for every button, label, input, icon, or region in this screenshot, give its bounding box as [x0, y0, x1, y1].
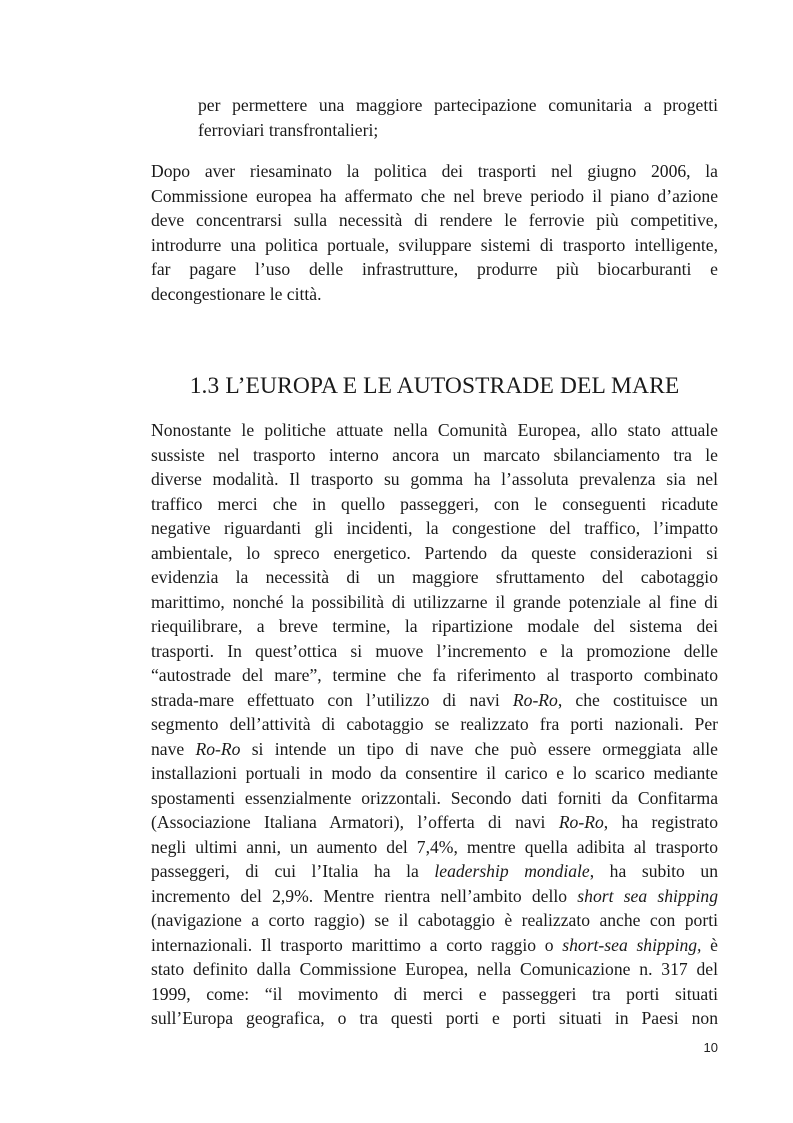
text-line: marittimo, nonché la possibilità di utilizzarne il grande potenziale al fine di [151, 591, 718, 612]
text-line: riequilibrare, a breve termine, la ripartizione modale del sistema dei [151, 616, 718, 636]
text-line: decongestionare le città. [151, 283, 322, 304]
text-line: Nonostante le politiche attuate nella Comunità Europea, allo stato attuale [151, 420, 718, 440]
text-segment: , che costituisce un [557, 689, 718, 710]
text-segment: , ha registrato [603, 812, 718, 832]
italic-term: leadership mondiale [434, 861, 590, 881]
text-line: introdurre una politica portuale, sviluppare sistemi di trasporto intelligente, [151, 234, 718, 255]
page-number: 10 [703, 1040, 718, 1055]
text-line: deve concentrarsi sulla necessità di rendere le ferrovie più competitive, [151, 210, 718, 230]
text-line: “autostrade del mare”, termine che fa riferimento al trasporto combinato [151, 665, 718, 685]
text-segment: incremento del 2,9%. Mentre rientra nell’ambito dello [151, 885, 578, 906]
italic-term: Ro-Ro [512, 689, 558, 710]
text-line: 1999, come: “il movimento di merci e passeggeri tra porti situati [151, 983, 718, 1004]
text-line [151, 737, 718, 762]
list-item-continuation [198, 93, 718, 142]
text-segment: è [701, 934, 718, 955]
text-line [151, 688, 718, 713]
text-segment: strada-mare effettuato con l’utilizzo di navi [151, 689, 513, 710]
section-heading: 1.3 L’EUROPA E LE AUTOSTRADE DEL MARE [189, 373, 680, 399]
text-line: traffico merci che in quello passeggeri, con le conseguenti ricadute [151, 493, 718, 514]
text-segment: si intende un tipo di nave che può essere ormeggiata alle [240, 738, 718, 759]
italic-term: short-sea shipping, [562, 934, 702, 955]
text-line: ferroviari transfrontalieri; [198, 119, 379, 140]
text-line: installazioni portuali in modo da consentire il carico e lo scarico mediante [151, 763, 718, 783]
text-line: evidenzia la necessità di un maggiore sfruttamento del cabotaggio [151, 567, 718, 587]
text-line: sull’Europa geografica, o tra questi porti e porti situati in Paesi non [151, 1008, 718, 1028]
italic-term: short sea shipping [577, 885, 718, 906]
text-line: stato definito dalla Commissione Europea, nella Comunicazione n. 317 del [151, 959, 718, 979]
text-line: diverse modalità. Il trasporto su gomma ha l’assoluta prevalenza sia nel [151, 469, 718, 489]
text-segment: (Associazione Italiana Armatori), l’offerta di navi [151, 812, 559, 832]
text-line: segmento dell’attività di cabotaggio se realizzato fra porti nazionali. Per [151, 714, 718, 734]
text-line: spostamenti essenzialmente orizzontali. Secondo dati forniti da Confitarma [151, 787, 718, 808]
text-line: negli ultimi anni, un aumento del 7,4%, mentre quella adibita al trasporto [151, 836, 718, 857]
text-segment: , ha subito un [589, 861, 719, 881]
paragraph-autostrade-del-mare [151, 418, 718, 1031]
paragraph-transport-policy [151, 159, 718, 306]
text-line: (navigazione a corto raggio) se il cabotaggio è realizzato anche con porti [151, 910, 718, 930]
text-line: ambientale, lo spreco energetico. Partendo da queste considerazioni si [151, 542, 718, 563]
text-line: trasporti. In quest’ottica si muove l’incremento e la promozione delle [151, 640, 718, 661]
text-segment: internazionali. Il trasporto marittimo a corto raggio o [151, 934, 563, 955]
text-line [151, 810, 718, 835]
text-line: far pagare l’uso delle infrastrutture, produrre più biocarburanti e [151, 259, 718, 279]
text-line: Commissione europea ha affermato che nel breve periodo il piano d’azione [151, 185, 718, 206]
text-segment: passeggeri, di cui l’Italia ha la [151, 861, 435, 881]
italic-term: Ro-Ro [195, 738, 241, 759]
text-segment: nave [151, 738, 196, 759]
text-line [151, 859, 718, 884]
text-line: Dopo aver riesaminato la politica dei trasporti nel giugno 2006, la [151, 161, 718, 181]
text-line: sussiste nel trasporto interno ancora un marcato sbilanciamento tra le [151, 444, 718, 465]
text-line: negative riguardanti gli incidenti, la congestione del traffico, l’impatto [151, 518, 718, 538]
text-line: per permettere una maggiore partecipazione comunitaria a progetti [198, 95, 718, 115]
text-line [151, 884, 718, 909]
italic-term: Ro-Ro [558, 812, 604, 832]
text-line [151, 933, 718, 958]
